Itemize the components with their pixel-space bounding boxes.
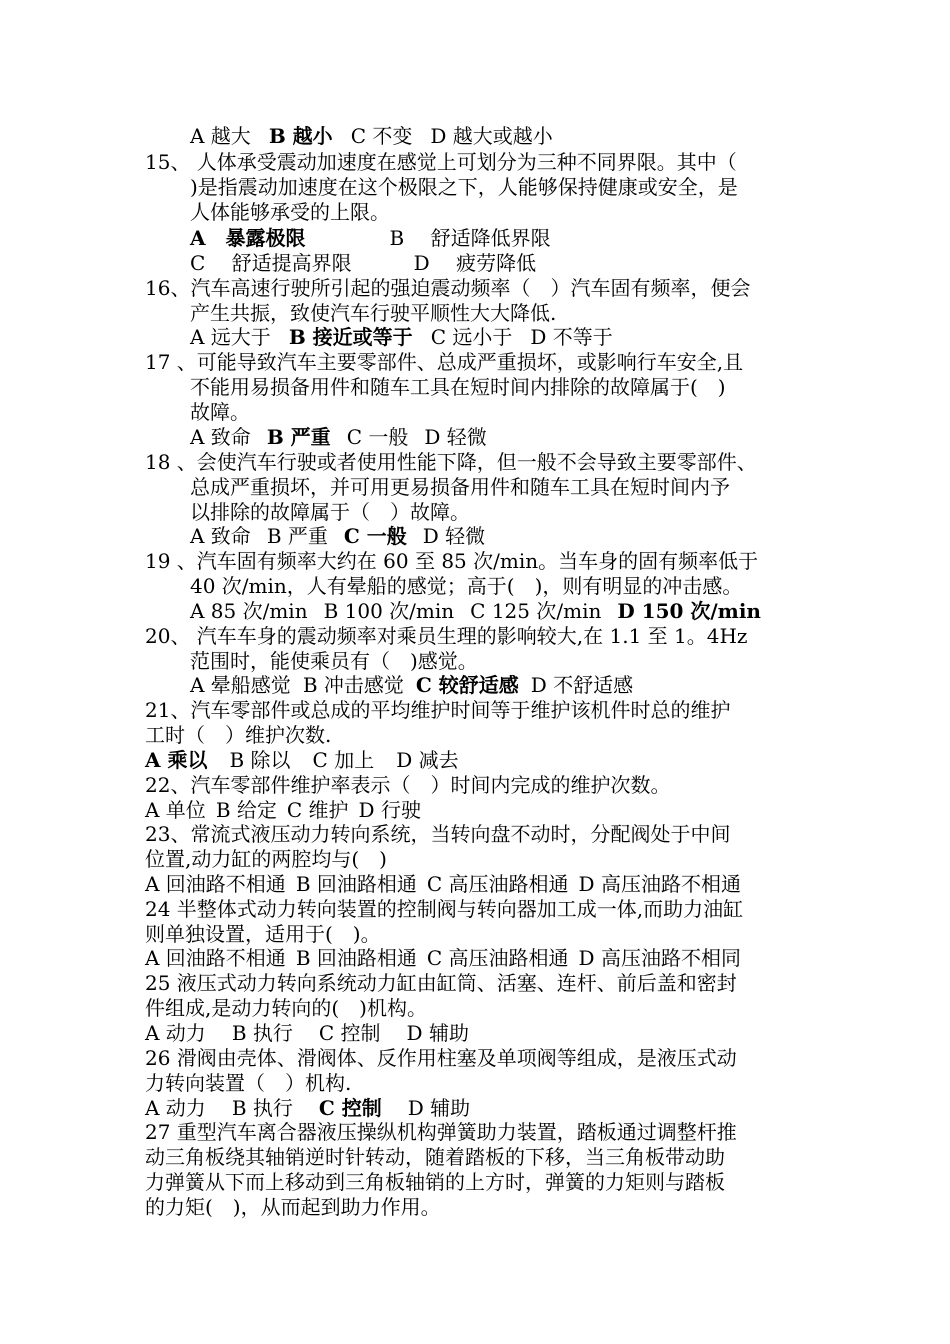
answer-option: C 控制 [318,1096,382,1120]
text-line [145,946,741,970]
text-line [190,301,556,325]
text-line [145,1096,470,1120]
line-text: 范围时，能使乘员有（ )感觉。 [190,649,478,673]
text-line [145,549,758,573]
line-text: 23、常流式液压动力转向系统，当转向盘不动时，分配阀处于中间 [145,822,731,846]
answer-option: D 疲劳降低 [413,251,537,275]
text-line [190,599,761,623]
text-line [145,1195,441,1219]
line-text: 22、汽车零部件维护率表示（ ）时间内完成的维护次数。 [145,773,671,797]
answer-option: B 回油路相通 [295,872,417,896]
text-line [190,673,633,697]
text-line [145,1021,469,1045]
text-line [145,773,670,797]
answer-option: C 高压油路相通 [426,946,569,970]
text-line [145,450,757,474]
text-line [145,1170,725,1194]
answer-option: D 行驶 [358,798,421,822]
line-text: 则单独设置，适用于( )。 [145,922,381,946]
answer-option: A 乘以 [145,748,208,772]
text-line [145,723,331,747]
answer-option: A 致命 [190,425,251,449]
answer-option: D 轻微 [422,524,486,548]
answer-option: A 远大于 [190,325,271,349]
answer-option: B 回油路相通 [295,946,417,970]
text-line [145,698,730,722]
text-line [145,798,421,822]
text-line [145,1046,737,1070]
answer-option: C 加上 [312,748,375,772]
text-line [145,350,743,374]
answer-option: A 回油路不相通 [145,872,286,896]
answer-option: B 接近或等于 [288,325,413,349]
text-line [145,1071,351,1095]
text-line [145,276,750,300]
line-text: 位置,动力缸的两腔均与( ) [145,847,387,871]
answer-option: B 舒适降低界限 [389,226,551,250]
line-text: 产生共振，致使汽车行驶平顺性大大降低. [190,301,557,325]
line-text: 25 液压式动力转向系统动力缸由缸筒、活塞、连杆、前后盖和密封 [145,971,737,995]
answer-option: D 不舒适感 [530,673,634,697]
line-text: 27 重型汽车离合器液压操纵机构弹簧助力装置，踏板通过调整杆推 [145,1120,737,1144]
text-line [190,524,485,548]
answer-option: B 严重 [266,524,328,548]
text-line [190,251,536,275]
answer-option: C 一般 [346,425,409,449]
line-text: 18 、会使汽车行驶或者使用性能下降，但一般不会导致主要零部件、 [145,450,757,474]
line-text: 总成严重损坏，并可用更易损备用件和随车工具在短时间内予 [190,475,730,499]
answer-option: B 执行 [231,1021,293,1045]
line-text: 40 次/min，人有晕船的感觉；高于( )，则有明显的冲击感。 [190,574,743,598]
answer-option: C 舒适提高界限 [190,251,352,275]
answer-option: C 较舒适感 [415,673,519,697]
answer-option: C 控制 [318,1021,381,1045]
answer-option: B 除以 [229,748,291,772]
answer-option: A 单位 [145,798,206,822]
line-text: 工时（ ）维护次数. [145,723,332,747]
answer-option: B 100 次/min [323,599,455,623]
answer-option: D 高压油路不相同 [578,946,741,970]
line-text: 24 半整体式动力转向装置的控制阀与转向器加工成一体,而助力油缸 [145,897,744,921]
text-line [145,748,459,772]
text-line [190,425,487,449]
text-line [190,574,742,598]
answer-option: D 轻微 [424,425,487,449]
line-text: 力转向装置（ ）机构. [145,1071,352,1095]
text-line [145,922,381,946]
line-text: 15、 人体承受震动加速度在感觉上可划分为三种不同界限。其中（ [145,150,737,174]
answer-option: B 严重 [266,425,331,449]
line-text: 以排除的故障属于（ ）故障。 [190,500,470,524]
text-line [190,649,478,673]
answer-option: C 不变 [350,124,413,148]
answer-option: A 致命 [190,524,251,548]
answer-option: B 给定 [215,798,277,822]
answer-option: C 维护 [286,798,349,822]
line-text: 动三角板绕其轴销逆时针转动，随着踏板的下移，当三角板带动助 [145,1145,725,1169]
text-line [190,475,730,499]
answer-option: D 150 次/min [617,599,761,623]
answer-option: B 冲击感觉 [302,673,404,697]
answer-option: A 越大 [190,124,251,148]
text-line [190,226,551,250]
answer-option: D 辅助 [407,1096,471,1120]
answer-option: D 高压油路不相通 [578,872,741,896]
text-line [190,175,738,199]
line-text: 17 、可能导致汽车主要零部件、总成严重损坏，或影响行车安全,且 [145,350,744,374]
line-text: )是指震动加速度在这个极限之下，人能够保持健康或安全，是 [190,175,738,199]
answer-option: D 减去 [396,748,459,772]
text-line [145,150,737,174]
text-line [145,872,741,896]
line-text: 不能用易损备用件和随车工具在短时间内排除的故障属于( ) [190,375,726,399]
line-text: 力弹簧从下而上移动到三角板轴销的上方时，弹簧的力矩则与踏板 [145,1170,725,1194]
answer-option: D 辅助 [406,1021,469,1045]
line-text: 人体能够承受的上限。 [190,200,390,224]
answer-option: A 暴露极限 [190,226,306,250]
text-line [190,325,613,349]
answer-option: A 回油路不相通 [145,946,286,970]
answer-option: C 一般 [343,524,407,548]
line-text: 19 、汽车固有频率大约在 60 至 85 次/min。当车身的固有频率低于 [145,549,759,573]
answer-option: C 125 次/min [470,599,602,623]
line-text: 件组成,是动力转向的( )机构。 [145,996,427,1020]
text-line [190,375,726,399]
line-text: 20、 汽车车身的震动频率对乘员生理的影响较大,在 1.1 至 1。4Hz [145,624,748,648]
text-line [190,400,250,424]
text-line [190,500,470,524]
answer-option: D 不等于 [530,325,613,349]
answer-option: A 晕船感觉 [190,673,291,697]
text-line [145,847,387,871]
line-text: 故障。 [190,400,250,424]
text-line [145,1120,737,1144]
text-line [145,624,747,648]
text-line [145,1145,725,1169]
text-line [190,124,553,148]
answer-option: D 越大或越小 [430,124,553,148]
text-line [145,971,737,995]
line-text: 21、汽车零部件或总成的平均维护时间等于维护该机件时总的维护 [145,698,731,722]
answer-option: A 85 次/min [190,599,308,623]
text-line [145,897,743,921]
answer-option: B 执行 [231,1096,293,1120]
text-line [145,822,730,846]
answer-option: B 越小 [268,124,333,148]
text-line [145,996,427,1020]
answer-option: C 远小于 [430,325,513,349]
answer-option: A 动力 [145,1021,206,1045]
text-line [190,200,390,224]
answer-option: C 高压油路相通 [426,872,569,896]
line-text: 的力矩( )，从而起到助力作用。 [145,1195,441,1219]
line-text: 16、汽车高速行驶所引起的强迫震动频率（ ）汽车固有频率，便会 [145,276,751,300]
answer-option: A 动力 [145,1096,206,1120]
line-text: 26 滑阀由壳体、滑阀体、反作用柱塞及单项阀等组成，是液压式动 [145,1046,737,1070]
